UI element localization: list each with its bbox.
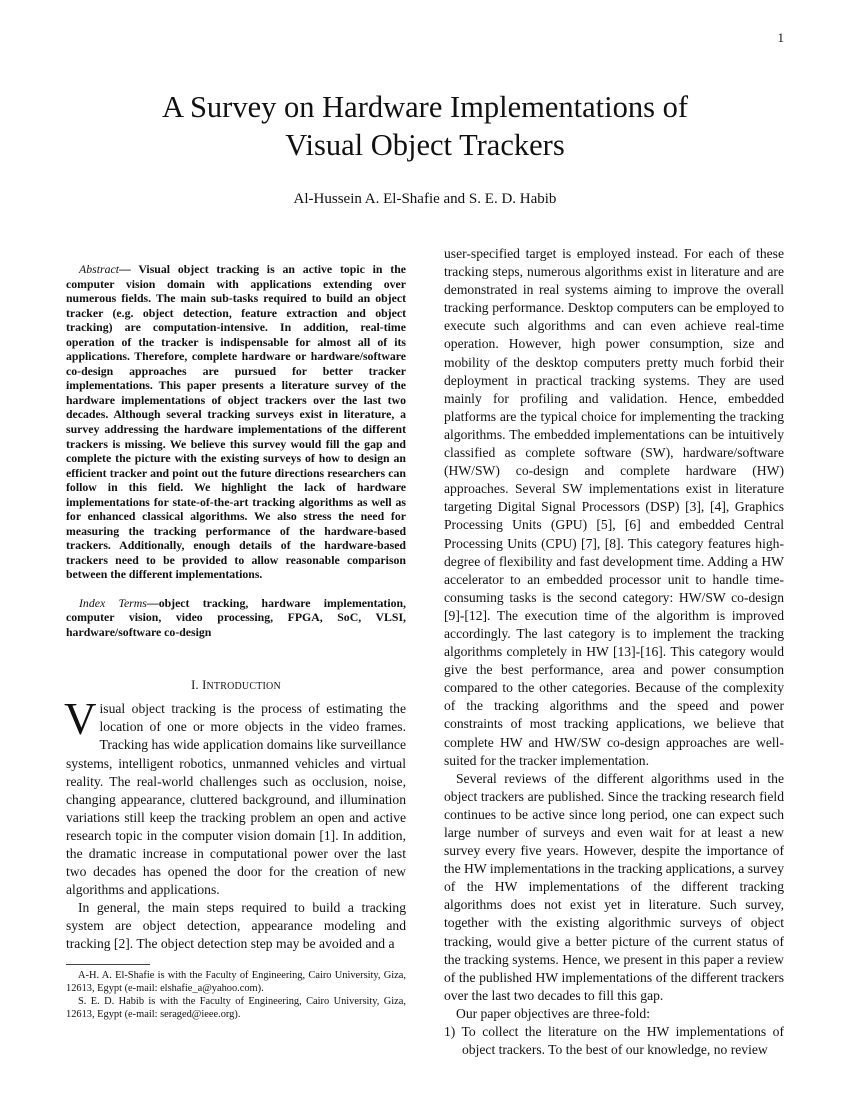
drop-cap: V bbox=[64, 694, 97, 745]
footnote-2: S. E. D. Habib is with the Faculty of Engineering, Cairo University, Giza, 12613, Egypt (e-mail: seraged@ieee.org). bbox=[66, 996, 406, 1021]
intro-paragraph-1 bbox=[64, 694, 406, 899]
right-paragraph-3: Our paper objectives are three-fold: bbox=[456, 1005, 650, 1021]
intro-p1-text: isual object tracking is the process of estimating the location of one or more objects in the video frames. Tracking has wide application domains like surveillance systems, intelligent robotics, unmanned vehicles and virtual reality. The real-world challenges such as occlusion, noise, changing appearance, cluttered background, and illumination variations still keep the tracking problem an open and active research topic in the computer vision domain [1]. In addition, the dramatic increase in computational power over the last two decades has opened the door for the creation of new algorithms and applications. bbox=[66, 701, 406, 898]
abstract-text: — Visual object tracking is an active topic in the computer vision domain with applications extending over numerous fields. The main sub-tasks required to build an object tracker (e.g. object detection, feature extraction and object tracking) are computation-intensive. In addition, real-time operation of the tracker is indispensable for almost all of its applications. Therefore, complete hardware or hardware/software co-design approaches are pursued for better tracker implementations. This paper presents a literature survey of the hardware implementations of object trackers over the last two decades. Although several tracking surveys exist in literature, a survey addressing the hardware implementations of the different trackers is missing. We believe this survey would fill the gap and complete the picture with the existing surveys of how to design an efficient tracker and point out the future directions researchers can follow in this field. We highlight the lack of hardware implementations for state-of-the-art tracking algorithms as well as for enhanced classical algorithms. We also stress the need for measuring the tracking performance of the hardware-based trackers. Additionally, enough details of the hardware-based trackers need to be provided to allow reasonable comparison between the different implementations. bbox=[66, 262, 406, 582]
abstract-label: Abstract bbox=[79, 262, 119, 276]
title-line-2: Visual Object Trackers bbox=[285, 128, 565, 162]
right-paragraph-2: Several reviews of the different algorithms used in the object trackers are published. Since the tracking research field continues to be active since long period, one can expect such large number of surveys and even wait for at least a new survey every five years. However, despite the importance of the HW implementations in the tracking applications, a survey of the HW implementations of the different tracking algorithms does not exist yet in literature. Such survey, together with the existing algorithmic surveys of object tracking, would give a better picture of the current status of the tracking systems. Hence, we present in this paper a review of the published HW implementations of the different trackers over the last two decades to fill this gap. bbox=[444, 770, 784, 1003]
right-paragraph-1: user-specified target is employed instead. For each of these tracking steps, numerous algorithms exist in literature and are demonstrated in real systems aiming to improve the overall tracking performance. Desktop computers can be employed to execute such algorithms and can even achieve real-time operation. However, high power consumption, size and mobility of the desktop computers pretty much forbid their deployment in practical tracking systems. They are used mainly for profiling and validation. Hence, embedded platforms are the typical choice for implementing the tracking algorithms. The embedded implementations can be intuitively classified as complete software (SW), hardware/software (HW/SW) co-design and complete hardware (HW) approaches. Several SW implementations exist in literature targeting Digital Signal Processors (DSP) [3], [4], Graphics Processing Units (GPU) [5], [6] and embedded Central Processing Units (CPU) [7], [8]. This category features high-degree of flexibility and fast development time. Adding a HW accelerator to an embedded processor unit to handle time-consuming tasks is the second category: HW/SW co-design [9]-[12]. The execution time of the algorithm is improved accordingly. The last category is to implement the tracking algorithms completely in HW [13]-[16]. This category would give the best performance, area and power consumption compared to the other categories. Because of the complexity of the tracking algorithms and the speed and power constraints of most tracking applications, we believe that complete HW and HW/SW co-design approaches are well-suited for the tracker implementation. bbox=[444, 246, 784, 768]
index-terms-label: Index Terms bbox=[79, 596, 147, 611]
left-column bbox=[66, 262, 406, 1022]
objective-item-1: 1) To collect the literature on the HW implementations of object trackers. To the best of our knowledge, no review bbox=[444, 1024, 784, 1058]
abstract bbox=[66, 262, 406, 582]
footnote-1: A-H. A. El-Shafie is with the Faculty of Engineering, Cairo University, Giza, 12613, Egypt (e-mail: elshafie_a@yahoo.com). bbox=[66, 969, 406, 994]
title-line-1: A Survey on Hardware Implementations of bbox=[162, 90, 688, 124]
index-terms bbox=[66, 596, 406, 639]
paper-title bbox=[0, 88, 850, 164]
section-initial: I bbox=[202, 678, 207, 693]
intro-paragraph-2: In general, the main steps required to build a tracking system are object detection, appearance modeling and tracking [2]. The object detection step may be avoided and a bbox=[66, 900, 406, 952]
section-title-rest: NTRODUCTION bbox=[206, 681, 281, 693]
index-terms-text: —object tracking, hardware implementation, computer vision, video processing, FPGA, SoC, VLSI, hardware/software co-design bbox=[66, 596, 407, 639]
authors: Al-Hussein A. El-Shafie and S. E. D. Habib bbox=[293, 191, 557, 207]
section-heading bbox=[66, 678, 406, 693]
footnote-rule bbox=[66, 964, 150, 965]
page-number: 1 bbox=[777, 30, 784, 45]
right-column bbox=[444, 245, 784, 1059]
section-number: I. bbox=[191, 678, 203, 693]
